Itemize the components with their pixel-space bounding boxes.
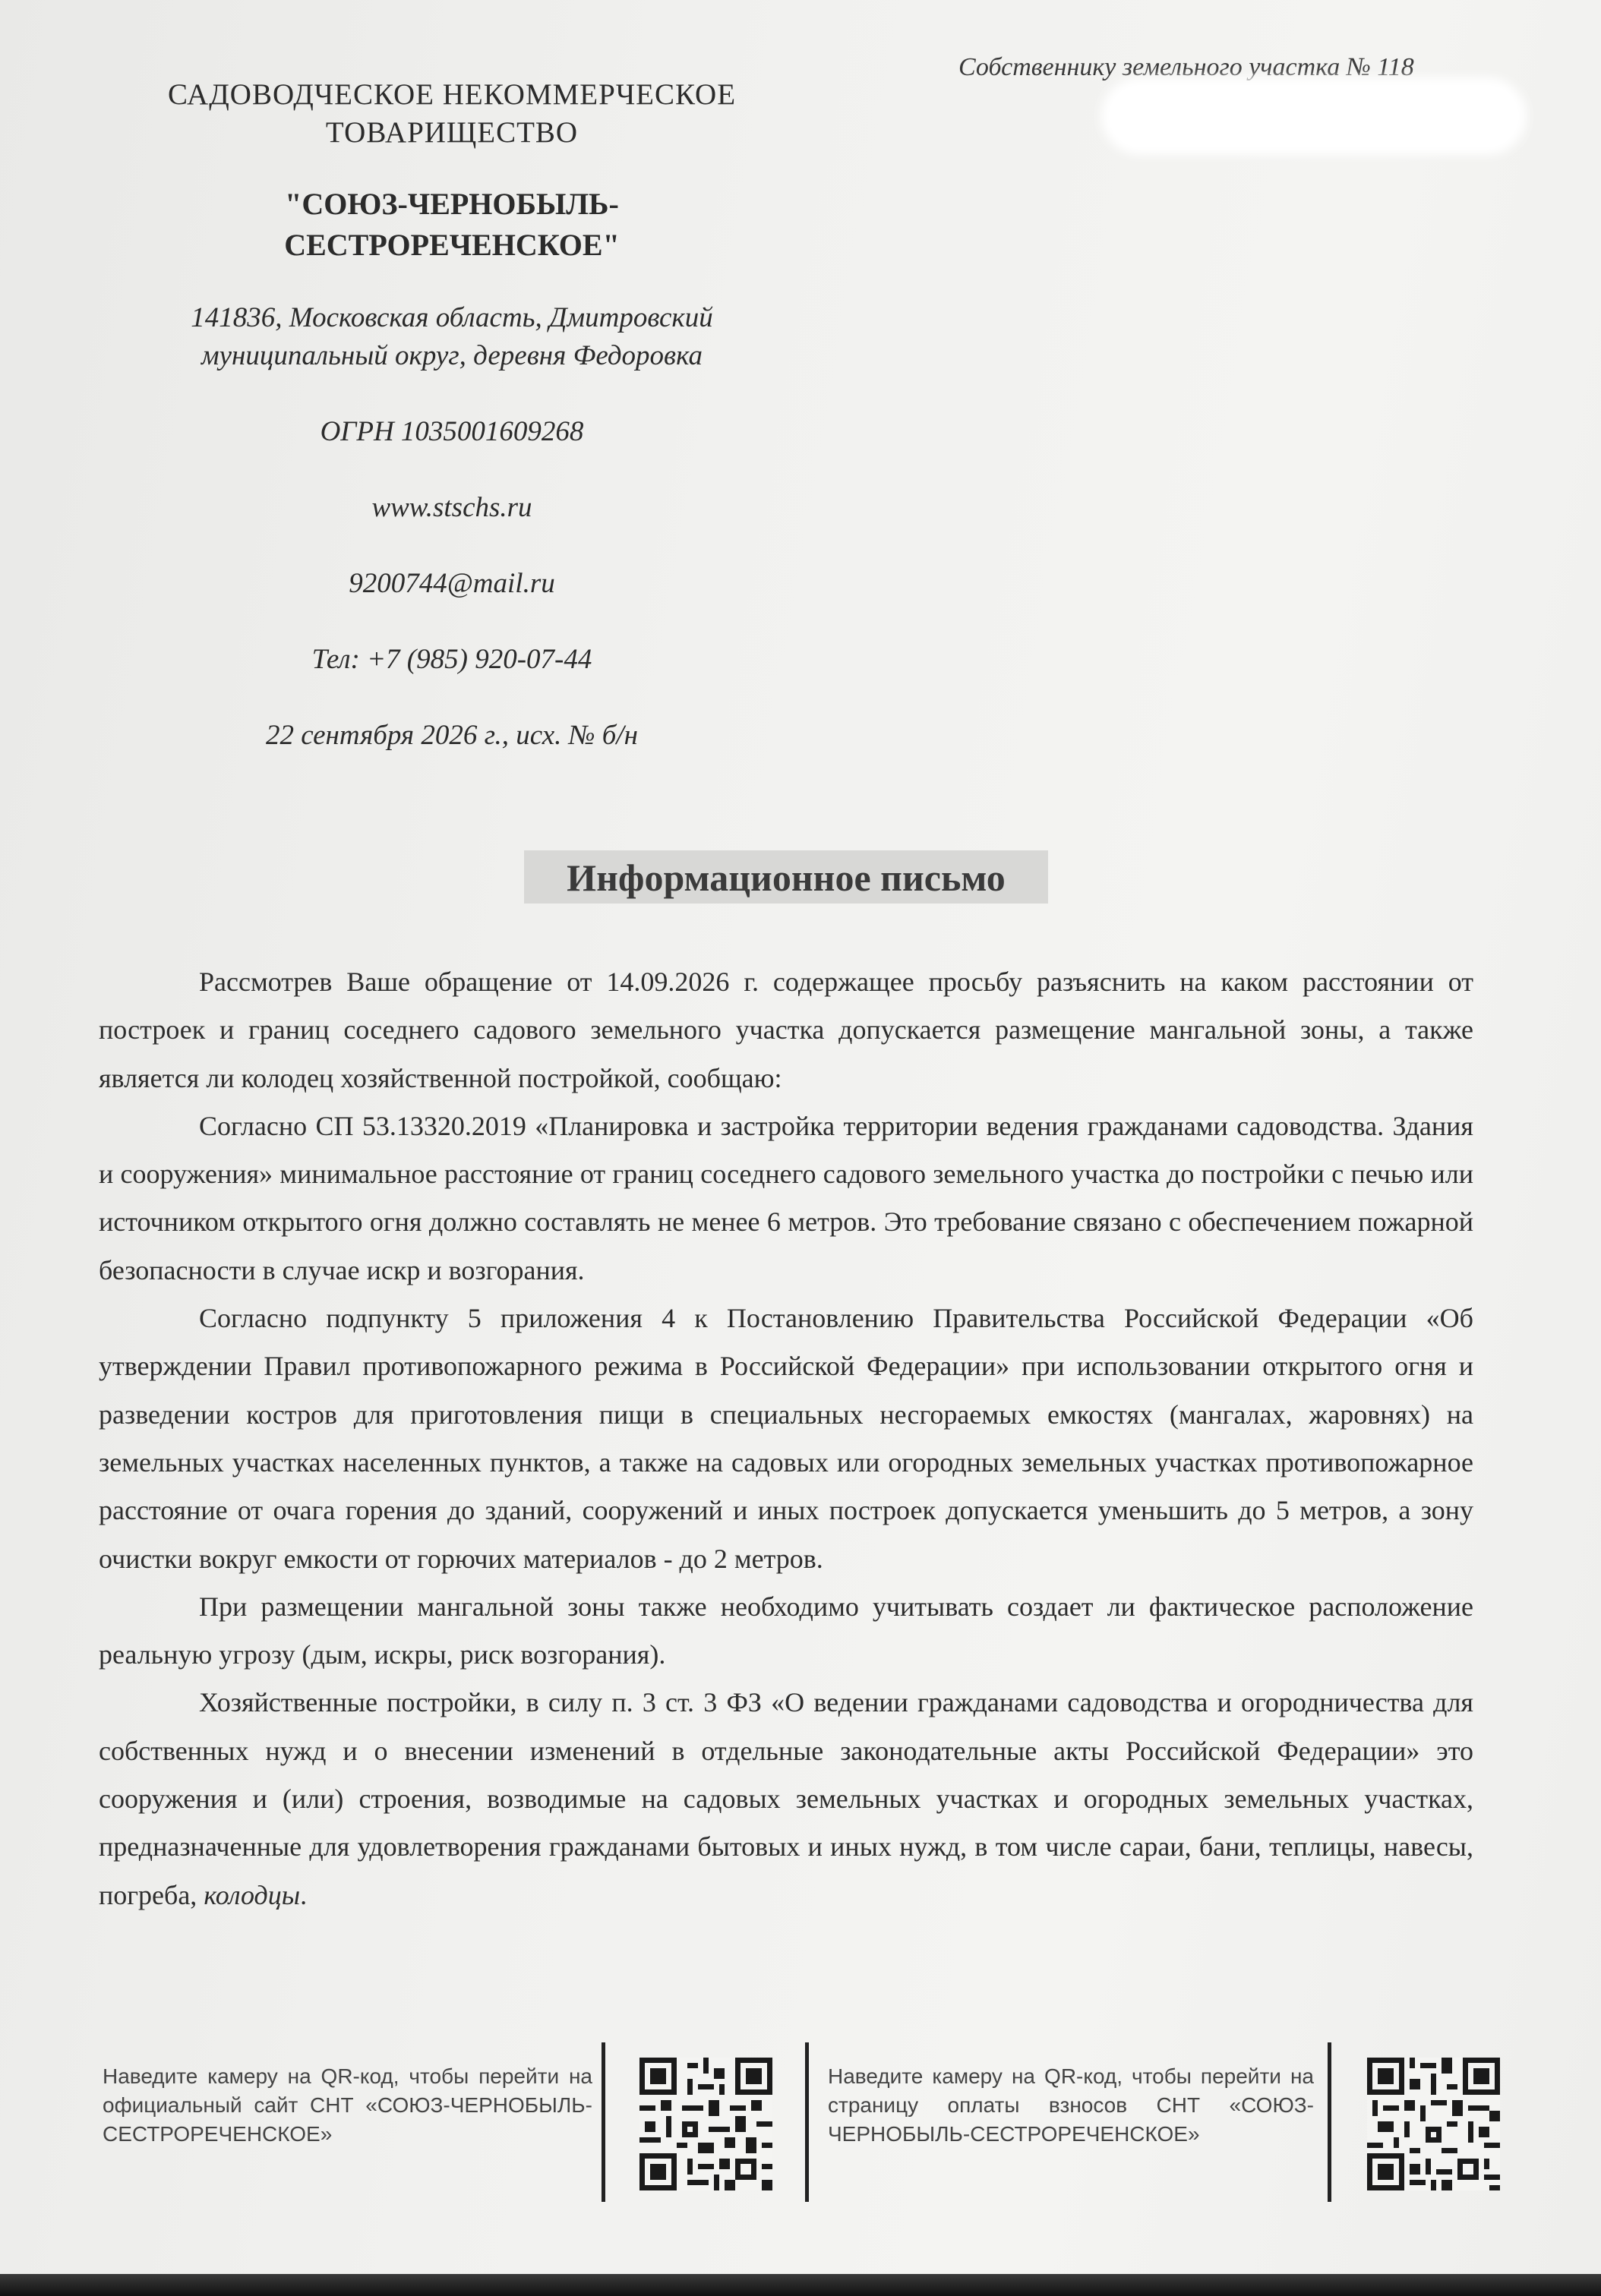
addressee-line: Собственнику земельного участка № 118 <box>958 53 1414 81</box>
phone: Тел: +7 (985) 920-07-44 <box>311 644 592 675</box>
qr-code-payment-icon[interactable] <box>1367 2058 1500 2190</box>
redacted-addressee-name <box>1109 85 1519 147</box>
body-paragraph-last <box>99 1679 1473 1919</box>
divider <box>805 2042 809 2202</box>
date-and-reference: 22 сентября 2026 г., исх. № б/н <box>265 720 639 751</box>
body-paragraph: Согласно подпункту 5 приложения 4 к Постановлению Правительства Российской Федерации «Об утверждении Правил противопожарного режима в Российской Федерации» при использовании открытого огня и разведении костров для приготовления пищи в специальных несгораемых емкостях (мангалах, жаровнях) на земельных участках населенных пунктов, а также на садовых или огородных земельных участках противопожарное расстояние от очага горения до зданий, сооружений и иных построек допускается уменьшить до 5 метров, а зону очистки вокруг емкости от горючих материалов - до 2 метров. <box>99 1303 1473 1574</box>
divider <box>602 2042 605 2202</box>
address-line-1: 141836, Московская область, Дмитровский <box>191 302 713 333</box>
qr-code-site-icon[interactable] <box>639 2058 772 2190</box>
website: www.stschs.ru <box>371 492 532 523</box>
letter-body <box>99 958 1473 1919</box>
org-type-line-1: САДОВОДЧЕСКОЕ НЕКОММЕРЧЕСКОЕ <box>167 78 737 111</box>
email: 9200744@mail.ru <box>349 568 555 599</box>
qr-footer <box>0 2042 1601 2202</box>
address-line-2: муниципальный округ, деревня Федоровка <box>201 340 703 371</box>
org-name-line-1: "СОЮЗ-ЧЕРНОБЫЛЬ- <box>285 187 619 221</box>
qr-pay-caption: Наведите камеру на QR-код, чтобы перейти на страницу оплаты взносов СНТ «СОЮЗ-ЧЕРНОБЫЛЬ-СЕСТРОРЕЧЕНСКОЕ» <box>828 2064 1314 2146</box>
background-edge <box>0 2274 1601 2296</box>
letter-title: Информационное письмо <box>524 850 1048 904</box>
divider <box>1328 2042 1331 2202</box>
body-paragraph: Согласно СП 53.13320.2019 «Планировка и застройка территории ведения гражданами садоводства. Здания и сооружения» минимальное расстояние от границ соседнего садового земельного участка до постройки с печью или источником открытого огня должно составлять не менее 6 метров. Это требование связано с обеспечением пожарной безопасности в случае искр и возгорания. <box>99 1110 1473 1285</box>
last-paragraph-end: . <box>300 1879 308 1910</box>
emphasized-word: колодцы <box>204 1879 301 1910</box>
org-type-line-2: ТОВАРИЩЕСТВО <box>325 116 579 149</box>
body-paragraph: При размещении мангальной зоны также необходимо учитывать создает ли фактическое расположение реальную угрозу (дым, искры, риск возгорания). <box>99 1591 1473 1670</box>
ogrn: ОГРН 1035001609268 <box>320 416 584 447</box>
letterhead <box>129 76 775 755</box>
org-name-line-2: СЕСТРОРЕЧЕНСКОЕ" <box>284 228 620 262</box>
qr-site-caption: Наведите камеру на QR-код, чтобы перейти на официальный сайт СНТ «СОЮЗ-ЧЕРНОБЫЛЬ-СЕСТРОРЕЧЕНСКОЕ» <box>103 2064 592 2146</box>
last-paragraph-text: Хозяйственные постройки, в силу п. 3 ст. 3 ФЗ «О ведении гражданами садоводства и огородничества для собственных нужд и о внесении изменений в отдельные законодательные акты Российской Федерации» это сооружения и (или) строения, возводимые на садовых земельных участках и огородных земельных участках, предназначенные для удовлетворения гражданами бытовых и иных нужд, в том числе сараи, бани, теплицы, навесы, погреба, <box>99 1687 1473 1910</box>
body-paragraph: Рассмотрев Ваше обращение от 14.09.2026 г. содержащее просьбу разъяснить на каком расстоянии от построек и границ соседнего садового земельного участка допускается размещение мангальной зоны, а также является ли колодец хозяйственной постройкой, сообщаю: <box>99 967 1473 1093</box>
